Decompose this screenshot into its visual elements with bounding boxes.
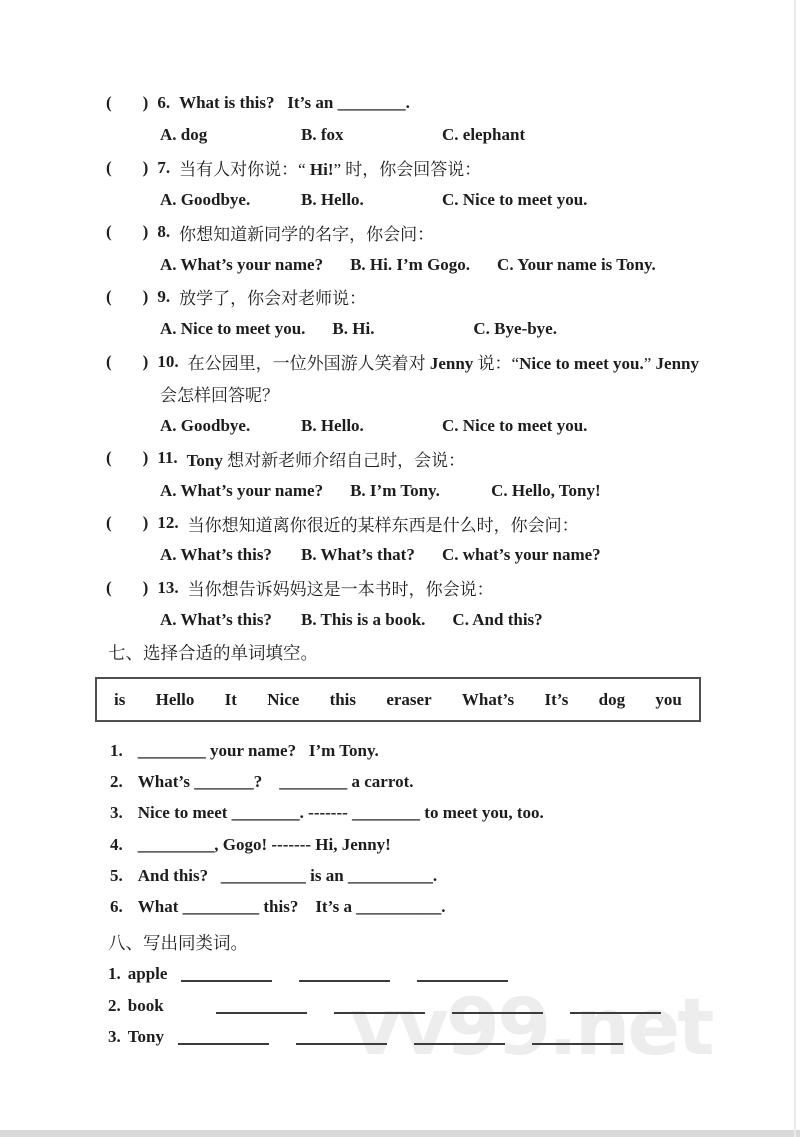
question-text: Tony 想对新老师介绍自己时，会说： [186, 450, 466, 470]
watermark: vv99.net [350, 983, 712, 1073]
word-bank-word: It [224, 689, 237, 709]
fill-in-text: What’s _______? ________ a carrot. [137, 772, 414, 792]
option-row [106, 248, 800, 280]
answer-blank-line [414, 1043, 505, 1045]
option-a: A. Nice to meet you. [160, 319, 306, 339]
option-row [106, 313, 800, 345]
answer-bracket-close: ) [142, 157, 149, 177]
answer-bracket-open: ( [106, 513, 112, 532]
category-word-list [106, 959, 800, 1053]
item-number: 3. [110, 803, 123, 823]
option-c: C. what’s your name? [442, 545, 601, 565]
option-a: A. What’s this? [160, 609, 272, 629]
option-c: C. Your name is Tony. [497, 254, 656, 274]
option-a: A. What’s your name? [160, 480, 324, 500]
category-seed-word: apple [127, 964, 168, 984]
fill-in-text: ________ your name? I’m Tony. [137, 740, 379, 760]
question-number: 7. [157, 157, 171, 177]
option-a: A. dog [160, 125, 208, 145]
question-text: 在公园里，一位外国游人笑着对 Jenny 说：“Nice to meet you.” Jenny [187, 354, 699, 374]
question-number: 9. [157, 286, 171, 306]
question-number: 12. [157, 513, 179, 532]
question-item [106, 571, 800, 636]
category-seed-word: Tony [127, 1027, 164, 1047]
answer-bracket-close: ) [142, 222, 149, 242]
question-line [106, 216, 800, 248]
option-a: A. Goodbye. [160, 190, 251, 210]
multiple-choice-question-list [106, 87, 800, 636]
section-seven-heading: 七、选择合适的单词填空。 [108, 642, 318, 663]
question-number: 8. [157, 222, 171, 242]
answer-blank-line [417, 980, 508, 982]
option-b: B. Hi. [332, 319, 375, 339]
item-number: 1. [110, 740, 123, 760]
fill-in-item [106, 767, 800, 798]
option-a: A. Goodbye. [160, 416, 251, 436]
question-line [106, 281, 800, 313]
item-number: 3. [108, 1027, 121, 1047]
question-line [106, 152, 800, 184]
question-line [106, 87, 800, 119]
word-bank-word: What’s [461, 689, 515, 709]
option-b: B. What’s that? [301, 545, 415, 565]
item-number: 2. [108, 995, 121, 1015]
question-line [106, 345, 800, 377]
option-row [106, 539, 800, 571]
question-text-continued: 会怎样回答呢？ [160, 386, 279, 406]
option-b: B. fox [301, 125, 344, 145]
answer-blank-line [216, 1012, 307, 1014]
option-c: C. elephant [442, 125, 526, 145]
answer-blank-line [178, 1043, 269, 1045]
question-item [106, 507, 800, 572]
fill-in-item [106, 860, 800, 891]
question-number: 13. [157, 577, 179, 597]
option-row [106, 184, 800, 216]
item-number: 4. [110, 834, 123, 854]
answer-bracket-close: ) [142, 577, 149, 597]
answer-blank-line [334, 1012, 425, 1014]
category-seed-word: book [127, 995, 164, 1015]
option-c: C. Bye-bye. [473, 319, 557, 339]
fill-in-item [106, 891, 800, 922]
question-text: 你想知道新同学的名字，你会问： [179, 224, 435, 244]
question-number: 10. [157, 351, 179, 371]
question-number: 11. [157, 448, 178, 468]
word-bank-word: this [329, 689, 357, 709]
item-number: 6. [110, 896, 123, 916]
option-row [106, 410, 800, 442]
question-line [106, 442, 800, 474]
question-line [106, 571, 800, 603]
question-number: 6. [157, 93, 171, 113]
option-b: B. Hello. [301, 416, 364, 436]
option-a: A. What’s this? [160, 545, 272, 565]
answer-blank-line [299, 980, 390, 982]
question-item [106, 442, 800, 507]
fill-in-text: And this? __________ is an __________. [137, 865, 438, 885]
fill-in-item [106, 735, 800, 766]
word-bank-word: It’s [544, 689, 569, 709]
category-item [106, 1022, 800, 1053]
item-number: 2. [110, 772, 123, 792]
question-item [106, 152, 800, 217]
question-item [106, 281, 800, 346]
answer-blank-line [570, 1012, 661, 1014]
answer-bracket-open: ( [106, 351, 112, 371]
answer-bracket-close: ) [142, 351, 149, 371]
answer-bracket-open: ( [106, 448, 112, 468]
word-bank-word: Nice [267, 689, 300, 709]
question-item [106, 216, 800, 281]
answer-bracket-close: ) [142, 286, 149, 306]
question-item [106, 87, 800, 152]
answer-bracket-open: ( [106, 577, 112, 597]
fill-in-text: _________, Gogo! ------- Hi, Jenny! [137, 834, 391, 854]
option-c: C. And this? [452, 609, 543, 629]
item-number: 1. [108, 964, 121, 984]
category-item [106, 990, 800, 1021]
word-bank-word: Hello [155, 689, 195, 709]
word-bank-word: eraser [386, 689, 432, 709]
option-row [106, 604, 800, 636]
page-bottom-edge [0, 1130, 800, 1137]
question-line [106, 507, 800, 539]
question-text: 当你想知道离你很近的某样东西是什么时，你会问： [187, 515, 579, 535]
fill-in-text: What _________ this? It’s a __________. [137, 896, 446, 916]
answer-bracket-close: ) [142, 513, 149, 532]
option-c: C. Hello, Tony! [491, 480, 601, 500]
fill-in-text: Nice to meet ________. ------- ________ to meet you, too. [137, 803, 544, 823]
category-item [106, 959, 800, 990]
question-text: 当你想告诉妈妈这是一本书时，你会说： [187, 580, 494, 600]
word-bank-word: is [114, 689, 126, 709]
answer-bracket-close: ) [142, 448, 149, 468]
answer-bracket-open: ( [106, 157, 112, 177]
fill-in-item [106, 829, 800, 860]
option-a: A. What’s your name? [160, 254, 324, 274]
answer-bracket-open: ( [106, 286, 112, 306]
answer-blank-line [452, 1012, 543, 1014]
option-b: B. Hello. [301, 190, 364, 210]
option-b: B. This is a book. [301, 609, 426, 629]
page-right-edge [794, 0, 796, 1137]
word-bank-word: dog [598, 689, 626, 709]
question-text: 当有人对你说：“ Hi!” 时，你会回答说： [179, 160, 482, 180]
answer-blank-line [532, 1043, 623, 1045]
answer-bracket-close: ) [142, 93, 149, 113]
option-b: B. I’m Tony. [350, 480, 440, 500]
option-c: C. Nice to meet you. [442, 190, 588, 210]
option-c: C. Nice to meet you. [442, 416, 588, 436]
answer-blank-line [296, 1043, 387, 1045]
section-eight-heading: 八、写出同类词。 [108, 933, 248, 954]
fill-in-list [106, 735, 800, 922]
question-item [106, 345, 800, 442]
question-text: 放学了，你会对老师说： [179, 289, 367, 309]
answer-bracket-open: ( [106, 222, 112, 242]
question-text: What is this? It’s an ________. [179, 93, 410, 113]
answer-bracket-open: ( [106, 93, 112, 113]
word-bank-word: you [655, 689, 682, 709]
fill-in-item [106, 798, 800, 829]
option-row [106, 475, 800, 507]
option-row [106, 119, 800, 151]
answer-blank-line [181, 980, 272, 982]
item-number: 5. [110, 865, 123, 885]
option-b: B. Hi. I’m Gogo. [350, 254, 471, 274]
word-bank-box [95, 677, 701, 722]
